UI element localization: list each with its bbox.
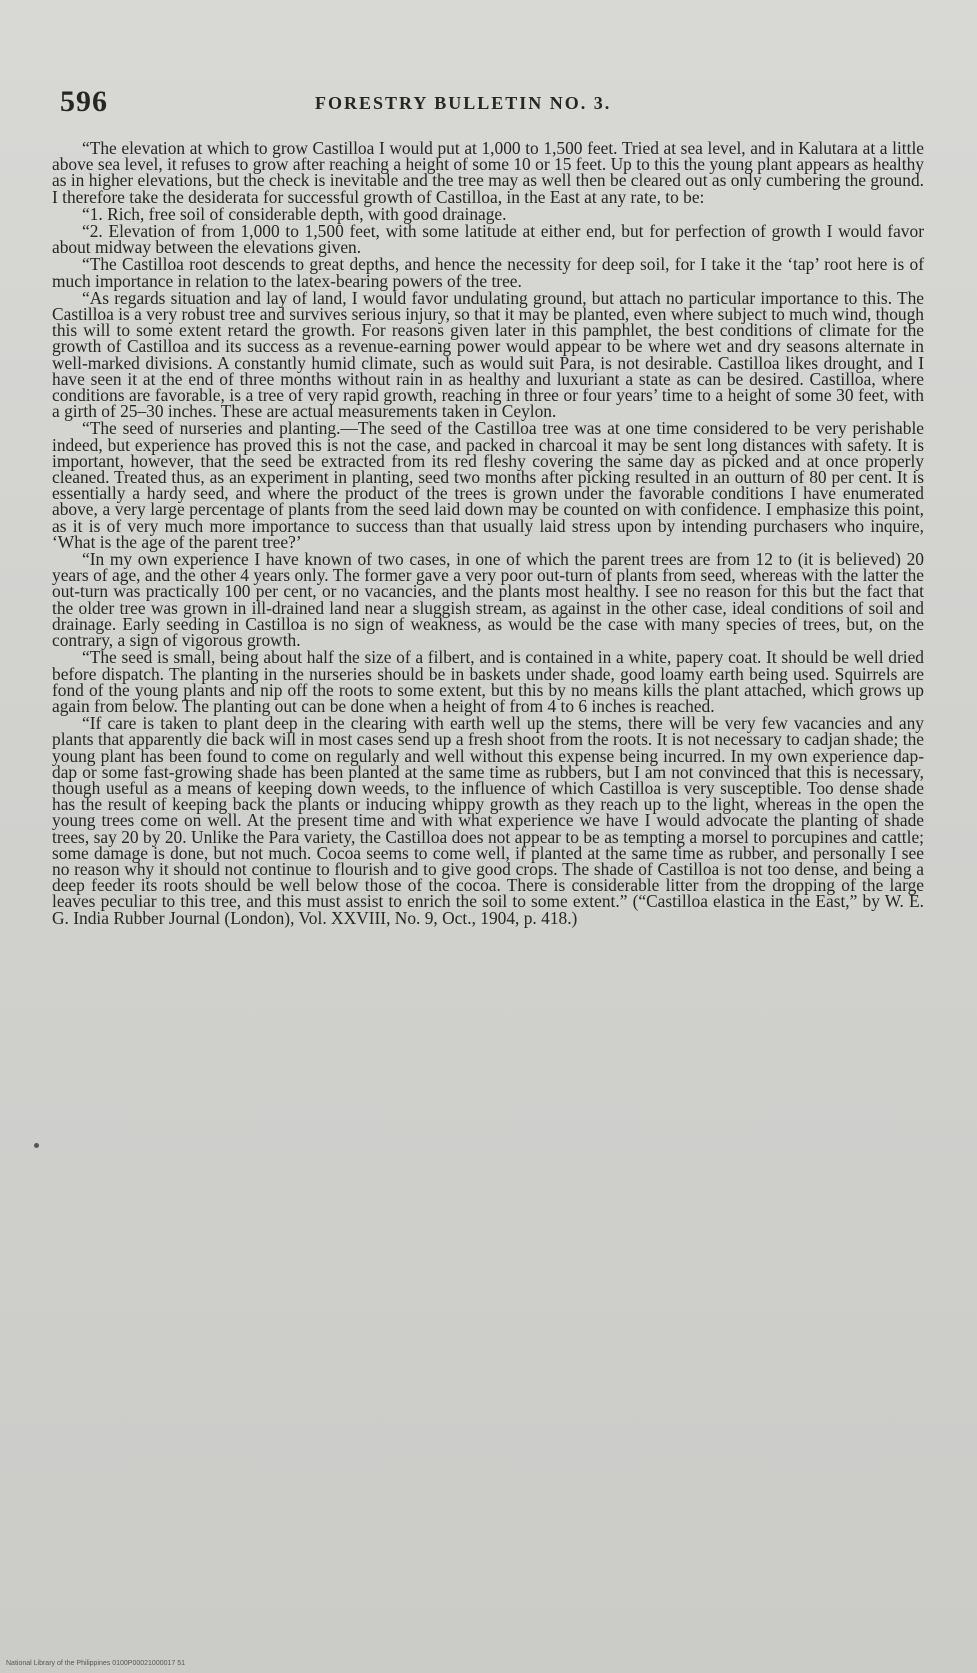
paragraph-seed-nurseries: “The seed of nurseries and planting.—The seed of the Castilloa tree was at one time considered to be very perishable indeed, but experience has proved this is not the case, and packed in charcoal it may be sent long distances with safety. It is important, however, that the seed be extracted from its red fleshy covering the same day as picked and at once properly cleaned. Treated thus, as an experiment in planting, seed two months after picking resulted in an outturn of 80 per cent. It is essentially a hardy seed, and where the product of the trees is grown under the favorable conditions I have enumerated above, a very large percentage of plants from the seed laid down may be counted on with confidence. I emphasize this point, as it is of very much more importance to success than that usually laid stress upon by intending purchasers who inquire, ‘What is the age of the parent tree?’ — [52, 418, 924, 552]
paragraph-experience: “In my own experience I have known of two cases, in one of which the parent trees are from 12 to (it is believed) 20 years of age, and the other 4 years only. The former gave a very poor out-turn of plants from seed, whereas with the latter the out-turn was practically 100 per cent, or no vacancies, and the plants most healthy. I see no reason for this but the fact that the older tree was grown in ill-drained land near a sluggish stream, as against in the other case, ideal conditions of soil and drainage. Early seeding in Castilloa is no sign of weakness, as would be the case with many species of trees, but, on the contrary, a sign of vigorous growth. — [52, 549, 924, 651]
page-header — [60, 85, 920, 125]
running-head: FORESTRY BULLETIN NO. 3. — [315, 93, 612, 113]
page-number: 596 — [60, 85, 108, 118]
paragraph-elevation: “The elevation at which to grow Castilloa I would put at 1,000 to 1,500 feet. Tried at sea level, and in Kalutara at a little above sea level, it refuses to grow after reaching a height of some 10 or 15 feet. Up to this the young plant appears as healthy as in higher elevations, but the check is inevitable and the tree may as well then be cleared out as only cumbering the ground. I therefore take the desiderata for successful growth of Castilloa, in the East at any rate, to be: — [52, 138, 924, 207]
margin-mark — [34, 1143, 39, 1148]
paragraph-desideratum-2: “2. Elevation of from 1,000 to 1,500 feet, with some latitude at either end, but for perfection of growth I would favor about midway between the elevations given. — [52, 221, 924, 258]
paragraph-desideratum-1: “1. Rich, free soil of considerable depth, with good drainage. — [82, 203, 507, 224]
body-text — [52, 140, 924, 927]
paragraph-situation: “As regards situation and lay of land, I would favor undulating ground, but attach no particular importance to this. The Castilloa is a very robust tree and survives serious injury, so that it may be planted, even where subject to much wind, though this will to some extent retard the growth. For reasons given later in this pamphlet, the best conditions of climate for the growth of Castilloa and its success as a revenue-earning power would appear to be where wet and dry seasons alternate in well-marked divisions. A constantly humid climate, such as would suit Para, is not desirable. Castilloa likes drought, and I have seen it at the end of three months without rain in as healthy and luxuriant a state as can be desired. Castilloa, where conditions are favorable, is a tree of very rapid growth, reaching in three or four years’ time to a height of some 30 feet, with a girth of 25–30 inches. These are actual measurements taken in Ceylon. — [52, 287, 924, 422]
paragraph-seed-size: “The seed is small, being about half the size of a filbert, and is contained in a white, papery coat. It should be well dried before dispatch. The planting in the nurseries should be in baskets under shade, good loamy earth being used. Squirrels are fond of the young plants and nip off the roots to some extent, but this by no means kills the plant attached, which grows up again from below. The planting out can be done when a height of from 4 to 6 inches is reached. — [52, 647, 924, 716]
paragraph-planting: “If care is taken to plant deep in the clearing with earth well up the stems, there will be very few vacancies and any plants that apparently die back will in most cases send up a fresh shoot from the roots. It is not necessary to cadjan shade; the young plant has been found to come on regularly and well without this expense being incurred. In my own experience dap-dap or some fast-growing shade has been planted at the same time as rubbers, but I am not convinced that this is necessary, though useful as a means of keeping down weeds, to the influence of which Castilloa is very susceptible. Too dense shade has the result of keeping back the plants or inducing whippy growth as they reach up to the light, whereas in the open the young trees come on well. At the present time and with what experience we have I would advocate the planting of shade trees, say 20 by 20. Unlike the Para variety, the Castilloa does not appear to be as tempting a morsel to porcupines and cattle; some damage is done, but not much. Cocoa seems to come well, if planted at the same time as rubber, and personally I see no reason why it should not continue to flourish and to give good crops. The shade of Castilloa is not too dense, and being a deep feeder its roots should be well below those of the cocoa. There is considerable litter from the dropping of the large leaves peculiar to this tree, and this must assist to enrich the soil to some extent.” (“Castilloa elastica in the East,” by W. E. G. India Rubber Journal (London), Vol. XXVIII, No. 9, Oct., 1904, p. 418.) — [52, 713, 924, 928]
paragraph-root: “The Castilloa root descends to great depths, and hence the necessity for deep soil, for I take it the ‘tap’ root here is of much importance in relation to the latex-bearing powers of the tree. — [52, 254, 924, 291]
library-stamp: National Library of the Philippines 0100P00021000017 51 — [6, 1660, 186, 1667]
